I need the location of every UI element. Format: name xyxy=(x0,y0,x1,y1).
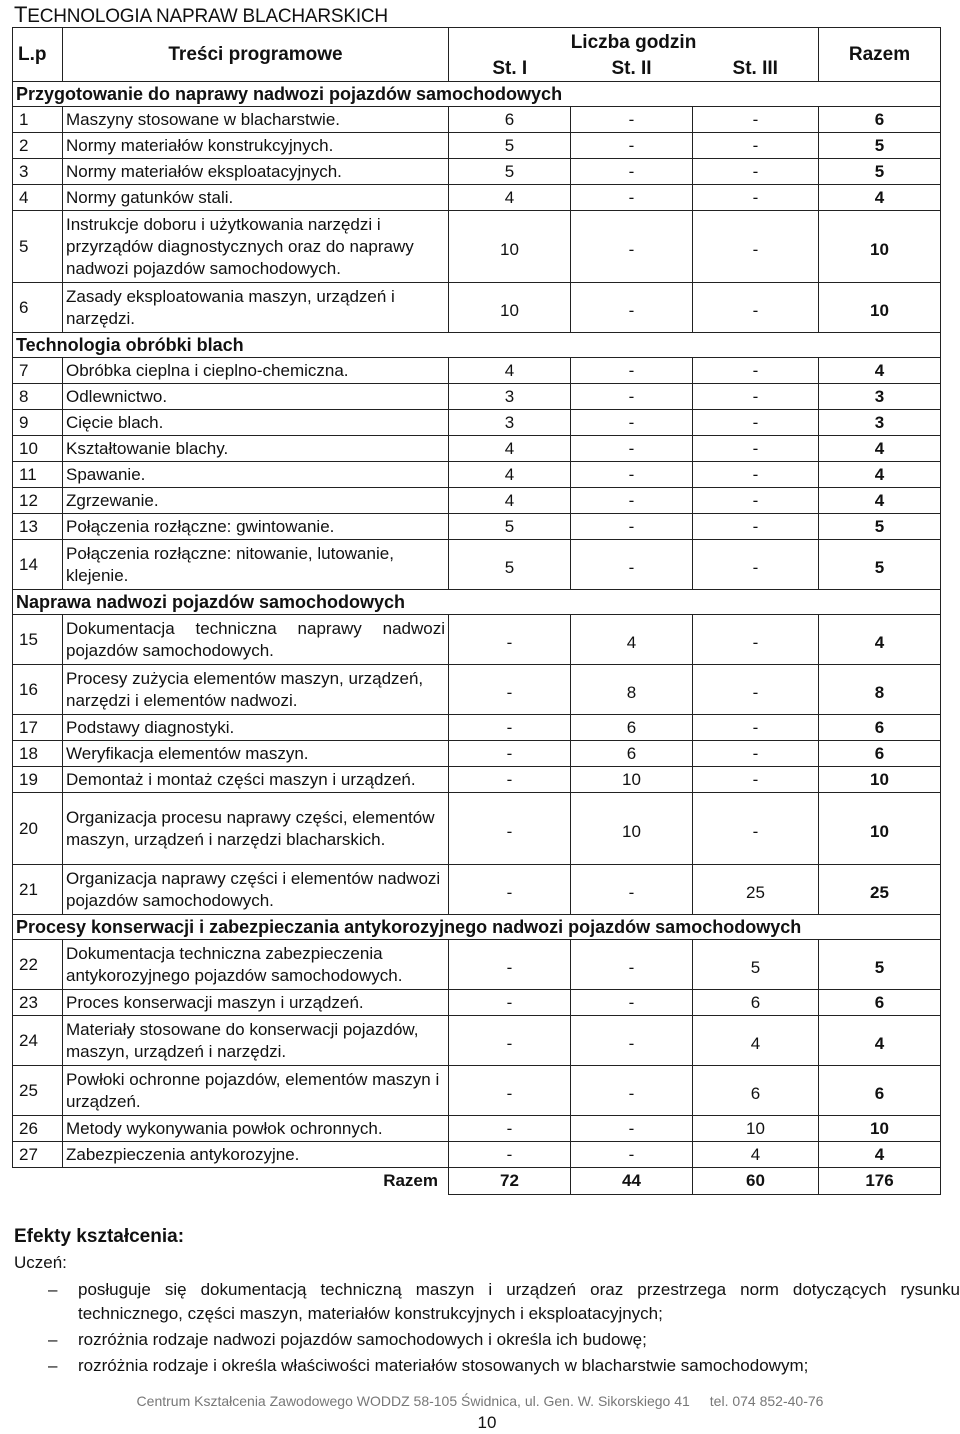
row-lp: 7 xyxy=(13,358,63,384)
section-title: Naprawa nadwozi pojazdów samochodowych xyxy=(13,590,941,615)
row-lp: 3 xyxy=(13,159,63,185)
row-topic: Metody wykonywania powłok ochronnych. xyxy=(63,1116,449,1142)
footer-institution xyxy=(0,1393,960,1409)
row-s2: 6 xyxy=(571,741,693,767)
page-number: 10 xyxy=(477,1413,497,1432)
row-s1: 3 xyxy=(449,410,571,436)
row-s2: - xyxy=(571,410,693,436)
row-lp: 20 xyxy=(13,793,63,865)
table-row xyxy=(13,940,941,990)
effect-text: rozróżnia rodzaje nadwozi pojazdów samochodowych i określa ich budowę; xyxy=(78,1330,647,1349)
row-s1: - xyxy=(449,793,571,865)
row-s1: 4 xyxy=(449,185,571,211)
table-row xyxy=(13,767,941,793)
table-row xyxy=(13,410,941,436)
row-lp: 10 xyxy=(13,436,63,462)
row-s2: - xyxy=(571,133,693,159)
row-lp: 16 xyxy=(13,665,63,715)
header-s3: St. III xyxy=(693,58,819,82)
effect-item xyxy=(14,1328,960,1352)
summary-total: 176 xyxy=(819,1168,941,1195)
row-topic: Podstawy diagnostyki. xyxy=(63,715,449,741)
row-s3: 4 xyxy=(693,1016,819,1066)
row-s3: - xyxy=(693,540,819,590)
row-s2: - xyxy=(571,384,693,410)
curriculum-table-body xyxy=(13,28,941,1195)
row-s1: - xyxy=(449,1116,571,1142)
summary-label: Razem xyxy=(63,1168,449,1195)
row-s2: - xyxy=(571,1066,693,1116)
row-lp: 4 xyxy=(13,185,63,211)
row-lp: 6 xyxy=(13,283,63,333)
table-row xyxy=(13,436,941,462)
row-s2: - xyxy=(571,358,693,384)
row-s3: - xyxy=(693,665,819,715)
table-row xyxy=(13,514,941,540)
row-s1: - xyxy=(449,1142,571,1168)
row-s1: - xyxy=(449,715,571,741)
summary-blank xyxy=(13,1168,63,1195)
row-lp: 26 xyxy=(13,1116,63,1142)
header-s2: St. II xyxy=(571,58,693,82)
row-topic: Weryfikacja elementów maszyn. xyxy=(63,741,449,767)
row-s2: - xyxy=(571,940,693,990)
row-s3: 10 xyxy=(693,1116,819,1142)
row-total: 8 xyxy=(819,665,941,715)
table-row xyxy=(13,665,941,715)
row-s3: - xyxy=(693,436,819,462)
header-row-1 xyxy=(13,28,941,58)
table-row xyxy=(13,865,941,915)
row-lp: 13 xyxy=(13,514,63,540)
row-s3: - xyxy=(693,358,819,384)
section-title: Technologia obróbki blach xyxy=(13,333,941,358)
row-s2: 6 xyxy=(571,715,693,741)
effects-heading: Efekty kształcenia: xyxy=(14,1226,185,1247)
row-s1: 5 xyxy=(449,133,571,159)
row-lp: 18 xyxy=(13,741,63,767)
header-hours: Liczba godzin xyxy=(449,28,819,58)
row-topic: Normy materiałów eksploatacyjnych. xyxy=(63,159,449,185)
row-s2: - xyxy=(571,1116,693,1142)
row-s2: - xyxy=(571,211,693,283)
row-topic: Spawanie. xyxy=(63,462,449,488)
table-row xyxy=(13,488,941,514)
row-total: 4 xyxy=(819,615,941,665)
row-s1: - xyxy=(449,665,571,715)
header-topic: Treści programowe xyxy=(63,28,449,82)
row-s2: - xyxy=(571,514,693,540)
row-total: 3 xyxy=(819,410,941,436)
row-topic: Demontaż i montaż części maszyn i urządzeń. xyxy=(63,767,449,793)
row-s2: - xyxy=(571,488,693,514)
effect-item xyxy=(14,1354,960,1378)
row-topic: Odlewnictwo. xyxy=(63,384,449,410)
table-row xyxy=(13,211,941,283)
row-total: 6 xyxy=(819,1066,941,1116)
row-topic: Cięcie blach. xyxy=(63,410,449,436)
table-row xyxy=(13,741,941,767)
row-lp: 19 xyxy=(13,767,63,793)
row-total: 5 xyxy=(819,940,941,990)
curriculum-table xyxy=(12,27,941,1195)
row-lp: 11 xyxy=(13,462,63,488)
row-s3: - xyxy=(693,107,819,133)
row-s3: 25 xyxy=(693,865,819,915)
row-lp: 14 xyxy=(13,540,63,590)
row-lp: 9 xyxy=(13,410,63,436)
row-s1: - xyxy=(449,767,571,793)
table-row xyxy=(13,793,941,865)
header-lp: L.p xyxy=(13,28,63,82)
row-total: 5 xyxy=(819,159,941,185)
row-s2: - xyxy=(571,990,693,1016)
row-topic: Proces konserwacji maszyn i urządzeń. xyxy=(63,990,449,1016)
row-s3: 5 xyxy=(693,940,819,990)
row-lp: 23 xyxy=(13,990,63,1016)
row-total: 10 xyxy=(819,767,941,793)
table-row xyxy=(13,615,941,665)
row-total: 10 xyxy=(819,211,941,283)
row-s2: - xyxy=(571,1142,693,1168)
table-row xyxy=(13,1016,941,1066)
row-total: 25 xyxy=(819,865,941,915)
row-s2: - xyxy=(571,185,693,211)
table-row xyxy=(13,462,941,488)
row-s3: - xyxy=(693,410,819,436)
effect-item xyxy=(14,1278,960,1326)
row-topic: Obróbka cieplna i cieplno-chemiczna. xyxy=(63,358,449,384)
document-title-initial: T xyxy=(14,2,28,27)
row-s3: 6 xyxy=(693,990,819,1016)
row-s2: 10 xyxy=(571,767,693,793)
row-total: 6 xyxy=(819,107,941,133)
row-total: 4 xyxy=(819,358,941,384)
row-topic: Maszyny stosowane w blacharstwie. xyxy=(63,107,449,133)
document-title xyxy=(14,2,388,28)
row-s2: - xyxy=(571,107,693,133)
row-s3: - xyxy=(693,159,819,185)
row-total: 3 xyxy=(819,384,941,410)
row-topic: Normy materiałów konstrukcyjnych. xyxy=(63,133,449,159)
row-topic: Dokumentacja techniczna naprawy nadwozi pojazdów samochodowych. xyxy=(63,615,449,665)
footer-phone: tel. 074 852-40-76 xyxy=(709,1393,824,1409)
section-row xyxy=(13,915,941,940)
row-total: 6 xyxy=(819,990,941,1016)
table-row xyxy=(13,107,941,133)
row-topic: Organizacja procesu naprawy części, elementów maszyn, urządzeń i narzędzi blacharskich. xyxy=(63,793,449,865)
row-topic: Dokumentacja techniczna zabezpieczenia antykorozyjnego pojazdów samochodowych. xyxy=(63,940,449,990)
row-s1: 4 xyxy=(449,358,571,384)
row-s3: - xyxy=(693,514,819,540)
row-s3: - xyxy=(693,462,819,488)
row-topic: Organizacja naprawy części i elementów nadwozi pojazdów samochodowych. xyxy=(63,865,449,915)
row-total: 4 xyxy=(819,488,941,514)
row-s3: - xyxy=(693,741,819,767)
row-s3: - xyxy=(693,185,819,211)
row-topic: Powłoki ochronne pojazdów, elementów maszyn i urządzeń. xyxy=(63,1066,449,1116)
table-row xyxy=(13,283,941,333)
row-topic: Zgrzewanie. xyxy=(63,488,449,514)
row-s3: - xyxy=(693,384,819,410)
row-s1: 10 xyxy=(449,211,571,283)
summary-row xyxy=(13,1168,941,1195)
row-topic: Normy gatunków stali. xyxy=(63,185,449,211)
row-topic: Połączenia rozłączne: gwintowanie. xyxy=(63,514,449,540)
row-s1: 10 xyxy=(449,283,571,333)
row-total: 10 xyxy=(819,1116,941,1142)
row-s1: - xyxy=(449,940,571,990)
row-s1: 5 xyxy=(449,540,571,590)
row-total: 10 xyxy=(819,283,941,333)
row-s3: - xyxy=(693,615,819,665)
row-topic: Zabezpieczenia antykorozyjne. xyxy=(63,1142,449,1168)
summary-s1: 72 xyxy=(449,1168,571,1195)
row-s2: - xyxy=(571,436,693,462)
header-total: Razem xyxy=(819,28,941,82)
table-row xyxy=(13,715,941,741)
row-s1: 4 xyxy=(449,488,571,514)
row-s2: 10 xyxy=(571,793,693,865)
document-title-rest: ECHNOLOGIA NAPRAW BLACHARSKICH xyxy=(27,6,388,27)
summary-s2: 44 xyxy=(571,1168,693,1195)
row-s2: - xyxy=(571,159,693,185)
table-row xyxy=(13,358,941,384)
dash-bullet: – xyxy=(48,1280,58,1299)
row-total: 4 xyxy=(819,185,941,211)
row-lp: 15 xyxy=(13,615,63,665)
row-s2: 4 xyxy=(571,615,693,665)
row-topic: Materiały stosowane do konserwacji pojazdów, maszyn, urządzeń i narzędzi. xyxy=(63,1016,449,1066)
row-s3: 4 xyxy=(693,1142,819,1168)
row-s3: - xyxy=(693,715,819,741)
section-row xyxy=(13,590,941,615)
table-row xyxy=(13,159,941,185)
table-row xyxy=(13,185,941,211)
row-lp: 2 xyxy=(13,133,63,159)
row-s1: - xyxy=(449,865,571,915)
row-s3: - xyxy=(693,488,819,514)
row-total: 4 xyxy=(819,436,941,462)
row-lp: 25 xyxy=(13,1066,63,1116)
row-lp: 21 xyxy=(13,865,63,915)
row-topic: Procesy zużycia elementów maszyn, urządzeń, narzędzi i elementów nadwozi. xyxy=(63,665,449,715)
header-s1: St. I xyxy=(449,58,571,82)
footer-address: Centrum Kształcenia Zawodowego WODDZ 58-105 Świdnica, ul. Gen. W. Sikorskiego 41 xyxy=(136,1393,690,1409)
row-topic: Połączenia rozłączne: nitowanie, lutowanie, klejenie. xyxy=(63,540,449,590)
row-s1: - xyxy=(449,1016,571,1066)
table-row xyxy=(13,1116,941,1142)
row-s1: - xyxy=(449,1066,571,1116)
student-label: Uczeń: xyxy=(14,1253,67,1272)
section-row xyxy=(13,333,941,358)
table-row xyxy=(13,1142,941,1168)
row-s1: 4 xyxy=(449,462,571,488)
row-s2: - xyxy=(571,540,693,590)
dash-bullet: – xyxy=(48,1356,58,1375)
table-row xyxy=(13,133,941,159)
row-lp: 12 xyxy=(13,488,63,514)
row-s3: - xyxy=(693,767,819,793)
row-s2: 8 xyxy=(571,665,693,715)
row-lp: 22 xyxy=(13,940,63,990)
row-topic: Kształtowanie blachy. xyxy=(63,436,449,462)
summary-s3: 60 xyxy=(693,1168,819,1195)
row-topic: Instrukcje doboru i użytkowania narzędzi i przyrządów diagnostycznych oraz do naprawy nadwozi pojazdów samochodowych. xyxy=(63,211,449,283)
row-s1: - xyxy=(449,990,571,1016)
table-row xyxy=(13,540,941,590)
effect-text: posługuje się dokumentacją techniczną maszyn i urządzeń oraz przestrzega norm dotyczących rysunku technicznego, części maszyn, materiałów konstrukcyjnych i eksploatacyjnych; xyxy=(78,1280,960,1323)
row-s1: 5 xyxy=(449,159,571,185)
row-s2: - xyxy=(571,462,693,488)
section-row xyxy=(13,82,941,107)
row-lp: 24 xyxy=(13,1016,63,1066)
table-row xyxy=(13,1066,941,1116)
row-total: 10 xyxy=(819,793,941,865)
row-lp: 17 xyxy=(13,715,63,741)
dash-bullet: – xyxy=(48,1330,58,1349)
row-total: 5 xyxy=(819,540,941,590)
row-total: 4 xyxy=(819,462,941,488)
row-topic: Zasady eksploatowania maszyn, urządzeń i narzędzi. xyxy=(63,283,449,333)
row-total: 4 xyxy=(819,1016,941,1066)
row-s3: 6 xyxy=(693,1066,819,1116)
table-row xyxy=(13,384,941,410)
row-s3: - xyxy=(693,793,819,865)
row-s3: - xyxy=(693,133,819,159)
section-title: Przygotowanie do naprawy nadwozi pojazdów samochodowych xyxy=(13,82,941,107)
row-total: 4 xyxy=(819,1142,941,1168)
row-s3: - xyxy=(693,283,819,333)
row-lp: 1 xyxy=(13,107,63,133)
row-lp: 5 xyxy=(13,211,63,283)
row-s1: 4 xyxy=(449,436,571,462)
row-s1: 5 xyxy=(449,514,571,540)
row-total: 5 xyxy=(819,133,941,159)
row-total: 6 xyxy=(819,741,941,767)
row-total: 5 xyxy=(819,514,941,540)
row-s1: 6 xyxy=(449,107,571,133)
row-s2: - xyxy=(571,865,693,915)
row-lp: 8 xyxy=(13,384,63,410)
section-title: Procesy konserwacji i zabezpieczania antykorozyjnego nadwozi pojazdów samochodowych xyxy=(13,915,941,940)
effect-text: rozróżnia rodzaje i określa właściwości materiałów stosowanych w blacharstwie samochodowym; xyxy=(78,1356,809,1375)
row-s1: - xyxy=(449,615,571,665)
table-row xyxy=(13,990,941,1016)
row-s1: - xyxy=(449,741,571,767)
row-s3: - xyxy=(693,211,819,283)
row-s2: - xyxy=(571,283,693,333)
row-s2: - xyxy=(571,1016,693,1066)
row-s1: 3 xyxy=(449,384,571,410)
row-lp: 27 xyxy=(13,1142,63,1168)
effects-list xyxy=(14,1278,960,1380)
row-total: 6 xyxy=(819,715,941,741)
